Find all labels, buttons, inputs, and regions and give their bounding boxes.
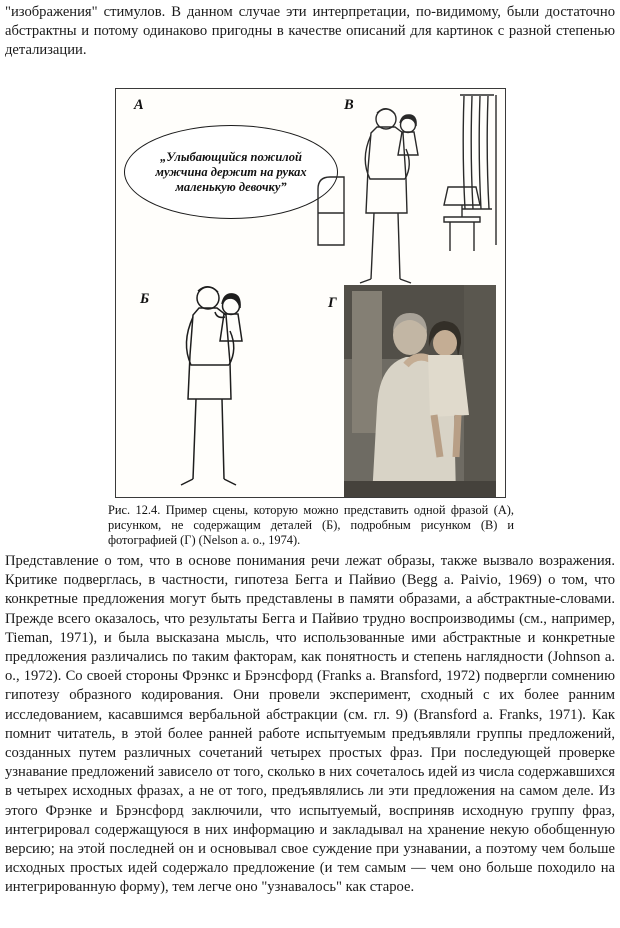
simple-drawing-man-holding-girl [168,281,266,493]
figure-12-4 [115,88,506,498]
speech-bubble [124,125,338,219]
photo-man-holding-girl [344,285,496,497]
panel-label-b: Б [140,291,150,307]
panel-label-g: Г [328,295,337,311]
figure-caption: Рис. 12.4. Пример сцены, которую можно представить одной фразой (А), рисунком, не содержащим деталей (Б), подробным рисунком (В) и фотографией (Г) (Nelson а. о., 1974). [108,503,514,547]
panel-label-a: А [134,97,144,113]
speech-bubble-text: „Улыбающийся пожилой мужчина держит на руках маленькую девочку” [155,149,307,194]
intro-paragraph: "изображения" стимулов. В данном случае эти интерпретации, по-видимому, были достаточно абстрактны и потому одинаково пригодны в качестве описаний для картинок с разной степенью детализации. [5,4,615,59]
panel-label-v: В [344,97,354,113]
detailed-drawing-man-holding-girl [314,93,502,285]
body-paragraph: Представление о том, что в основе понимания речи лежат образы, также вызвало возражения. Критике подверглась, в частности, гипотеза Бегга и Пайвио (Begg a. Paivio, 1969) о том, что конкретные предложения могут быть представлены в памяти образами, а абстрактные-словами. Прежде всего оказалось, что результаты Бегга и Пайвио трудно воспроизводимы (см., например, Tieman, 1971), и была высказана мысль, что использованные ими абстрактные и конкретные предложения различались по таким факторам, как понятность и степень наглядности (Johnson a. о., 1972). Со своей стороны Фрэнкс и Брэнсфорд (Franks a. Bransford, 1972) подвергли сомнению гипотезу образного кодирования. Они провели эксперимент, сходный с их более ранним исследованием, касавшимся вербальной абстракции (см. гл. 9) (Bransford a. Franks, 1971). Как помнит читатель, в этой более ранней работе испытуемым предъявляли группы предложений, созданных путем различных сочетаний четырех простых фраз. При последующей проверке узнавание предложений зависело от того, сколько в них сочеталось идей из числа содержавшихся в четырех исходных фразах, а не от того, предъявлялись ли эти предложения на самом деле. Из этого Фрэнке и Брэнсфорд заключили, что испытуемый, восприняв исходную группу фраз, интегрировал содержащуюся в них информацию и закладывал на хранение некую обобщенную версию; на этой последней он и основывал свое суждение при узнавании, а поэтому чем больше исходных простых идей содержало предложение (и тем самым — чем оно больше походило на интегрированную форму), тем легче оно "узнавалось" как старое. [5,553,615,896]
